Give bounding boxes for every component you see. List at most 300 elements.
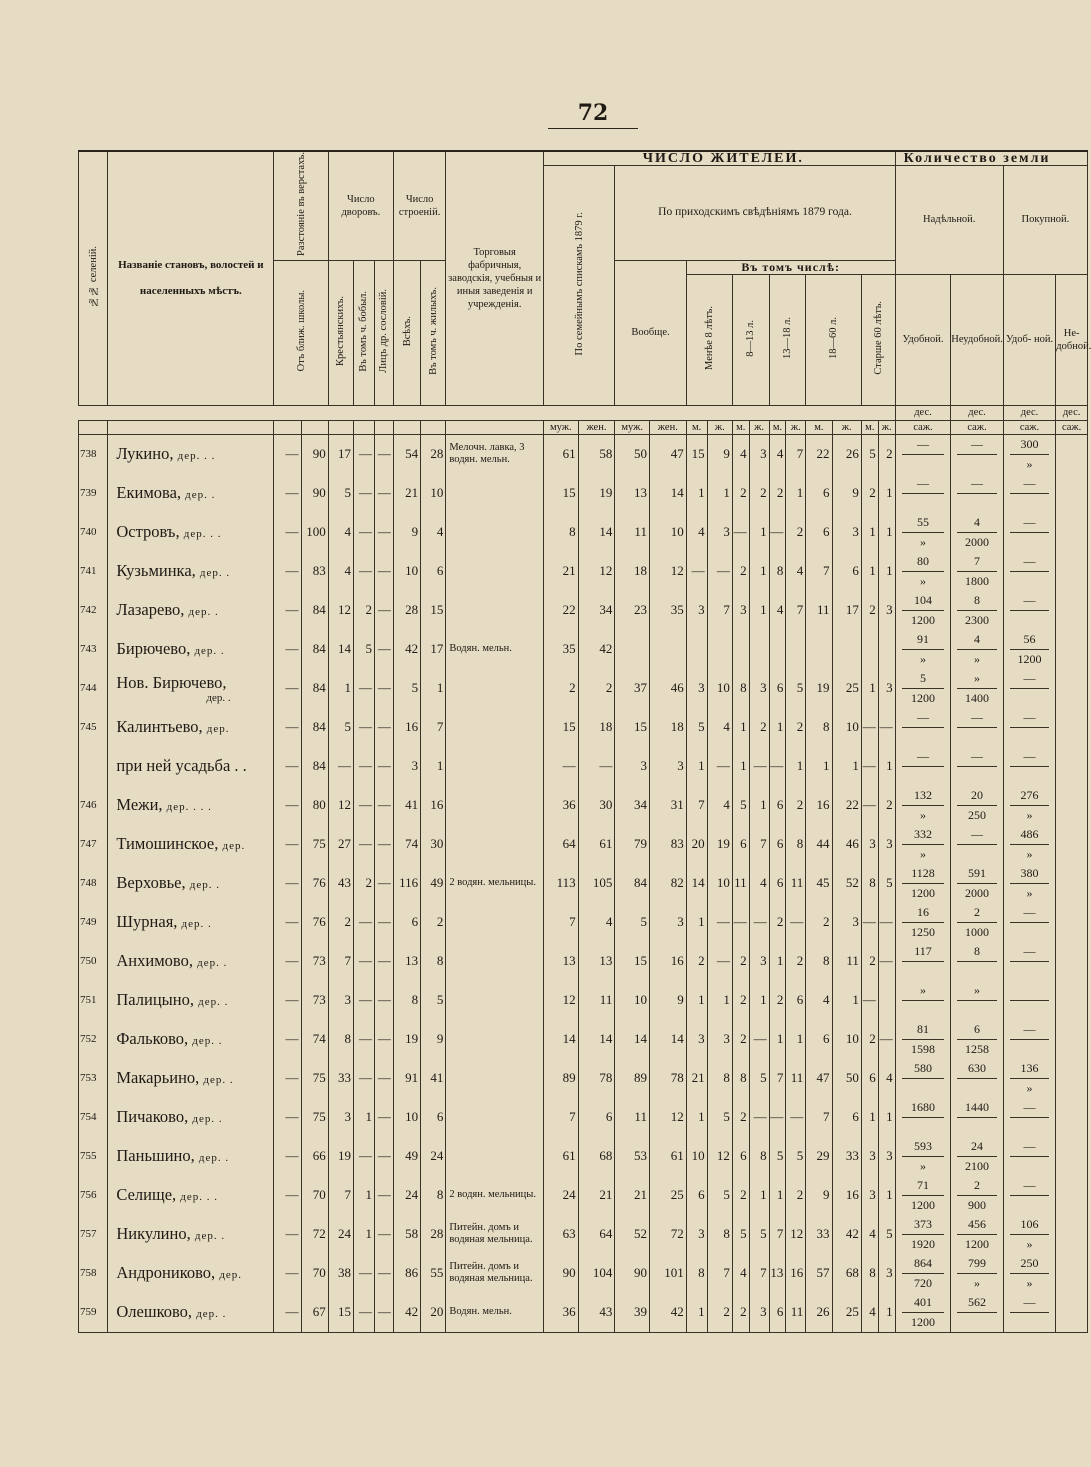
header-name: Названіе становъ, волостей и населенныхъ мѣстъ. [108, 151, 274, 405]
cell-ff: 34 [578, 591, 615, 630]
cell-bought-inconv [1056, 786, 1088, 825]
cell-bl: 6 [421, 1098, 446, 1137]
table-row [79, 1059, 1088, 1098]
cell-bought-inconv [1056, 1215, 1088, 1254]
header-land: Количество земли [895, 151, 1087, 166]
cell-a4f: 3 [832, 513, 861, 552]
cell-a4f: 1 [832, 981, 861, 1020]
land-desyatin: 8 [957, 942, 996, 962]
cell-a4f: 25 [832, 669, 861, 708]
cell-a3f: 16 [786, 1254, 806, 1293]
cell-a3f: 7 [786, 591, 806, 630]
cell-yp: 4 [328, 552, 353, 591]
cell-fm: 7 [543, 903, 578, 942]
cell-pm: 84 [615, 864, 650, 903]
settlement-name-text: Бирючево, [116, 639, 191, 659]
settlement-number: 758 [79, 1254, 108, 1293]
cell-a5f: 5 [878, 1215, 895, 1254]
cell-ds: — [274, 708, 301, 747]
census-sheet [78, 150, 1091, 1329]
cell-yp: 4 [328, 513, 353, 552]
trade-establishments [446, 1059, 544, 1098]
cell-a2f [749, 630, 769, 669]
trade-establishments: Водян. мельн. [446, 630, 544, 669]
table-row [79, 630, 1088, 669]
header-bld-living: Въ томъ ч. жилыхъ. [421, 260, 446, 405]
land-l1 [895, 1215, 951, 1254]
cell-a5f: — [878, 708, 895, 747]
settlement-name-text: Анхимово, [116, 951, 193, 971]
cell-ds: — [274, 1020, 301, 1059]
land-l2 [951, 591, 1003, 630]
land-sazhen [1004, 767, 1055, 786]
land-l3 [1003, 552, 1055, 591]
land-l1 [895, 513, 951, 552]
cell-yo: — [374, 1137, 393, 1176]
land-l1 [895, 747, 951, 786]
cell-bought-inconv [1056, 903, 1088, 942]
cell-a2m: 2 [732, 474, 749, 513]
cell-bl: 15 [421, 591, 446, 630]
land-l1 [895, 591, 951, 630]
cell-a1f: 8 [707, 1059, 732, 1098]
cell-a2m: 2 [732, 1176, 749, 1215]
cell-a4f: 46 [832, 825, 861, 864]
cell-dh: 84 [301, 591, 328, 630]
cell-fm: 7 [543, 1098, 578, 1137]
cell-a5f: — [878, 942, 895, 981]
cell-yb: 2 [353, 591, 374, 630]
land-l1 [895, 552, 951, 591]
cell-a5f: 3 [878, 669, 895, 708]
cell-pm: 15 [615, 708, 650, 747]
cell-bl: 20 [421, 1293, 446, 1333]
land-sazhen: » [919, 534, 926, 549]
settlement-name [108, 513, 274, 552]
land-l1 [895, 1176, 951, 1215]
cell-ff: 2 [578, 669, 615, 708]
unit-male: муж. [543, 420, 578, 434]
cell-a5f: 3 [878, 1254, 895, 1293]
cell-ff: 14 [578, 1020, 615, 1059]
cell-pm: 39 [615, 1293, 650, 1333]
settlement-name [108, 786, 274, 825]
cell-dh: 75 [301, 1098, 328, 1137]
settlement-name-text: Фальково, [116, 1029, 189, 1049]
cell-a5m: 4 [861, 1215, 878, 1254]
unit-female: жен. [578, 420, 615, 434]
cell-a4f: 16 [832, 1176, 861, 1215]
settlement-number: 753 [79, 1059, 108, 1098]
cell-yp: 38 [328, 1254, 353, 1293]
cell-a2m: 6 [732, 1137, 749, 1176]
table-row [79, 708, 1088, 747]
cell-bought-inconv [1056, 708, 1088, 747]
cell-pf: 42 [649, 1293, 686, 1333]
cell-ff: 14 [578, 513, 615, 552]
cell-fm: 15 [543, 708, 578, 747]
land-desyatin: 593 [902, 1137, 945, 1157]
trade-establishments [446, 474, 544, 513]
cell-fm: 113 [543, 864, 578, 903]
land-desyatin: 864 [902, 1254, 945, 1274]
cell-pf: 46 [649, 669, 686, 708]
cell-bought-inconv [1056, 513, 1088, 552]
cell-a1m: 1 [686, 474, 707, 513]
land-l1 [895, 942, 951, 981]
cell-ds: — [274, 552, 301, 591]
cell-a5f: — [878, 1020, 895, 1059]
land-desyatin: — [902, 435, 945, 455]
cell-a5m: — [861, 981, 878, 1020]
land-sazhen [1004, 689, 1055, 708]
trade-establishments [446, 1020, 544, 1059]
cell-a1m: 20 [686, 825, 707, 864]
unit-saj: саж. [895, 420, 951, 434]
cell-bought-inconv [1056, 942, 1088, 981]
land-desyatin: 8 [957, 591, 996, 611]
cell-a3m: 7 [769, 1215, 786, 1254]
cell-a4m: 11 [806, 591, 832, 630]
cell-dh: 70 [301, 1254, 328, 1293]
cell-ff: 4 [578, 903, 615, 942]
land-desyatin: 56 [1010, 630, 1049, 650]
cell-pm: 18 [615, 552, 650, 591]
land-desyatin: 250 [1010, 1254, 1049, 1274]
cell-a4m: 8 [806, 942, 832, 981]
cell-a5f: 1 [878, 552, 895, 591]
land-desyatin: — [1010, 552, 1049, 572]
cell-a4m: 29 [806, 1137, 832, 1176]
cell-a1m: 1 [686, 1293, 707, 1333]
header-allot-inconv: Неудобной. [951, 274, 1003, 405]
cell-a5m: 8 [861, 1254, 878, 1293]
cell-a3f: 5 [786, 669, 806, 708]
land-sazhen: 1200 [910, 612, 935, 627]
cell-a3f: 4 [786, 552, 806, 591]
land-sazhen [951, 845, 1002, 864]
land-sazhen [896, 962, 951, 981]
cell-a4f: 50 [832, 1059, 861, 1098]
cell-a5f [878, 981, 895, 1020]
cell-a5f: 4 [878, 1059, 895, 1098]
settlement-kind: дер. [222, 840, 246, 853]
land-l3 [1003, 513, 1055, 552]
unit-m: м. [861, 420, 878, 434]
cell-a2m: 2 [732, 1098, 749, 1137]
cell-pf: 12 [649, 552, 686, 591]
cell-a5m: — [861, 903, 878, 942]
cell-a5m: 5 [861, 434, 878, 474]
cell-ds: — [274, 981, 301, 1020]
cell-pm: 34 [615, 786, 650, 825]
land-sazhen [896, 1001, 951, 1020]
cell-a1m: 1 [686, 981, 707, 1020]
table-row [79, 1293, 1088, 1333]
cell-a1f: 10 [707, 669, 732, 708]
settlement-name [108, 747, 274, 786]
cell-a2m: — [732, 903, 749, 942]
land-desyatin: 799 [957, 1254, 996, 1274]
cell-yb: 1 [353, 1098, 374, 1137]
land-sazhen: » [1026, 807, 1033, 822]
settlement-kind: дер. [219, 1269, 243, 1282]
land-desyatin: 630 [957, 1059, 996, 1079]
land-desyatin: — [1010, 1293, 1049, 1313]
cell-bought-inconv [1056, 552, 1088, 591]
cell-a4m: 7 [806, 552, 832, 591]
unit-f: ж. [749, 420, 769, 434]
trade-establishments [446, 552, 544, 591]
cell-a3f: 2 [786, 942, 806, 981]
settlement-number: 757 [79, 1215, 108, 1254]
cell-pf: 101 [649, 1254, 686, 1293]
land-sazhen [896, 1118, 951, 1137]
cell-a5f: 1 [878, 1293, 895, 1333]
cell-yp: 3 [328, 981, 353, 1020]
cell-bl: 28 [421, 1215, 446, 1254]
land-desyatin: 91 [902, 630, 945, 650]
land-desyatin: — [902, 708, 945, 728]
settlement-name-text: Калинтьево, [116, 717, 203, 737]
cell-dh: 67 [301, 1293, 328, 1333]
cell-dh: 73 [301, 942, 328, 981]
header-yards-other: Лицъ др. сословій. [374, 260, 393, 405]
cell-a2m: 1 [732, 747, 749, 786]
table-row [79, 981, 1088, 1020]
settlement-name-text: Никулино, [116, 1224, 191, 1244]
cell-pm: 52 [615, 1215, 650, 1254]
cell-yb: 1 [353, 1215, 374, 1254]
cell-a4f: 6 [832, 1098, 861, 1137]
land-desyatin: 55 [902, 513, 945, 533]
land-desyatin: 106 [1010, 1215, 1049, 1235]
land-l1 [895, 864, 951, 903]
land-desyatin: 20 [957, 786, 996, 806]
unit-saj: саж. [951, 420, 1003, 434]
land-sazhen: 1920 [910, 1236, 935, 1251]
settlement-kind: дер. [206, 723, 230, 736]
header-yards-bobyl: Въ томъ ч. бобыл. [353, 260, 374, 405]
settlement-name [108, 825, 274, 864]
cell-yp: 7 [328, 1176, 353, 1215]
cell-a1m: 3 [686, 591, 707, 630]
cell-a4m: 2 [806, 903, 832, 942]
header-buildings: Число строеній. [393, 151, 445, 260]
cell-a2f: 3 [749, 942, 769, 981]
settlement-name-text: Паньшино, [116, 1146, 195, 1166]
settlement-name [108, 1098, 274, 1137]
cell-yp: 1 [328, 669, 353, 708]
cell-pf: 9 [649, 981, 686, 1020]
cell-bought-inconv [1056, 981, 1088, 1020]
unit-female: жен. [649, 420, 686, 434]
land-desyatin: — [902, 474, 945, 494]
cell-a1f: 10 [707, 864, 732, 903]
cell-yo: — [374, 669, 393, 708]
settlement-number [79, 747, 108, 786]
cell-ba: 86 [393, 1254, 420, 1293]
cell-a2f: — [749, 747, 769, 786]
cell-fm: 36 [543, 786, 578, 825]
cell-ba: 10 [393, 1098, 420, 1137]
cell-bl: 1 [421, 669, 446, 708]
trade-establishments [446, 903, 544, 942]
cell-a4f: 42 [832, 1215, 861, 1254]
settlement-name-text: Верховье, [116, 873, 186, 893]
settlement-name [108, 552, 274, 591]
cell-ff: 68 [578, 1137, 615, 1176]
settlement-name-text: Шурная, [116, 912, 178, 932]
land-l1 [895, 981, 951, 1020]
settlement-number: 741 [79, 552, 108, 591]
cell-a3m: 6 [769, 825, 786, 864]
cell-yb: — [353, 474, 374, 513]
land-l3 [1003, 981, 1055, 1020]
cell-dh: 73 [301, 981, 328, 1020]
cell-a2f: 3 [749, 1293, 769, 1333]
land-sazhen: 900 [968, 1197, 987, 1212]
cell-ds: — [274, 1254, 301, 1293]
cell-ff: 13 [578, 942, 615, 981]
cell-a4f: 17 [832, 591, 861, 630]
cell-ds: — [274, 747, 301, 786]
land-sazhen: 1200 [1017, 651, 1042, 666]
cell-a4f: 9 [832, 474, 861, 513]
land-sazhen [1004, 1157, 1055, 1176]
land-l3 [1003, 434, 1055, 474]
header-by-family: По семейнымъ спискамъ 1879 г. [543, 166, 614, 406]
settlement-number: 750 [79, 942, 108, 981]
settlement-name [108, 708, 274, 747]
cell-bought-inconv [1056, 1293, 1088, 1333]
cell-a4f: 25 [832, 1293, 861, 1333]
cell-a3f: 12 [786, 1215, 806, 1254]
header-yards: Число дворовъ. [328, 151, 393, 260]
cell-a3f: 2 [786, 1176, 806, 1215]
settlement-name-text: Палицыно, [116, 990, 194, 1010]
land-desyatin: — [957, 435, 996, 455]
cell-bl: 8 [421, 1176, 446, 1215]
settlement-name-text: Екимова, [116, 483, 182, 503]
cell-fm: 13 [543, 942, 578, 981]
header-distance: Разстояніе въ верстахъ. [274, 151, 329, 260]
cell-a2f: 1 [749, 591, 769, 630]
settlement-kind: дер. . [192, 1113, 223, 1126]
cell-ba: 10 [393, 552, 420, 591]
unit-m: м. [806, 420, 832, 434]
cell-a2f: 7 [749, 1254, 769, 1293]
cell-a3m: 4 [769, 591, 786, 630]
cell-a2f: 1 [749, 552, 769, 591]
cell-a2m: 3 [732, 591, 749, 630]
cell-a5m: 1 [861, 669, 878, 708]
cell-a5m: 1 [861, 1098, 878, 1137]
settlement-number: 739 [79, 474, 108, 513]
settlement-name [108, 1059, 274, 1098]
cell-yb: — [353, 513, 374, 552]
land-l2 [951, 630, 1003, 669]
trade-establishments [446, 669, 544, 708]
cell-a4m: 19 [806, 669, 832, 708]
settlement-number: 748 [79, 864, 108, 903]
cell-ba: 49 [393, 1137, 420, 1176]
settlement-name [108, 981, 274, 1020]
land-desyatin: — [957, 747, 996, 767]
cell-a3m: 2 [769, 981, 786, 1020]
cell-ba: 58 [393, 1215, 420, 1254]
cell-fm: 89 [543, 1059, 578, 1098]
cell-a4m: 1 [806, 747, 832, 786]
cell-yo: — [374, 825, 393, 864]
cell-bought-inconv [1056, 669, 1088, 708]
cell-yp: 43 [328, 864, 353, 903]
land-sazhen [896, 728, 951, 747]
land-sazhen [1004, 728, 1055, 747]
land-l3 [1003, 1059, 1055, 1098]
cell-a5m [861, 630, 878, 669]
cell-yp: 8 [328, 1020, 353, 1059]
land-desyatin: 1680 [902, 1098, 945, 1118]
land-sazhen: » [1026, 885, 1033, 900]
land-sazhen [1004, 962, 1055, 981]
cell-a3f: 2 [786, 708, 806, 747]
cell-pf: 14 [649, 474, 686, 513]
settlement-kind: дер. . [189, 879, 220, 892]
cell-a1m: 6 [686, 1176, 707, 1215]
trade-establishments [446, 1137, 544, 1176]
cell-yp: 19 [328, 1137, 353, 1176]
cell-a1f: — [707, 903, 732, 942]
cell-a2f: 4 [749, 864, 769, 903]
table-row [79, 903, 1088, 942]
cell-a4m: 22 [806, 434, 832, 474]
unit-des: дес. [1056, 405, 1088, 420]
cell-a1m: 15 [686, 434, 707, 474]
cell-pf: 83 [649, 825, 686, 864]
cell-yo: — [374, 1059, 393, 1098]
trade-establishments [446, 747, 544, 786]
cell-yp: 27 [328, 825, 353, 864]
land-l3 [1003, 1215, 1055, 1254]
cell-a1f: 4 [707, 786, 732, 825]
cell-a5f: 5 [878, 864, 895, 903]
cell-a2m: 2 [732, 942, 749, 981]
cell-pm: 13 [615, 474, 650, 513]
cell-dh: 74 [301, 1020, 328, 1059]
unit-m: м. [732, 420, 749, 434]
cell-ba: 16 [393, 708, 420, 747]
cell-yp: 12 [328, 786, 353, 825]
cell-ff: 78 [578, 1059, 615, 1098]
cell-a3f: 11 [786, 864, 806, 903]
cell-yo: — [374, 1293, 393, 1333]
cell-a1f: 9 [707, 434, 732, 474]
cell-a5f: 2 [878, 434, 895, 474]
cell-pm: 23 [615, 591, 650, 630]
table-row [79, 1098, 1088, 1137]
cell-dh: 84 [301, 708, 328, 747]
cell-ds: — [274, 903, 301, 942]
land-desyatin: — [1010, 708, 1049, 728]
cell-ba: 54 [393, 434, 420, 474]
cell-a4f: 22 [832, 786, 861, 825]
land-sazhen: 250 [968, 807, 987, 822]
cell-fm: 35 [543, 630, 578, 669]
header-of-them: Въ томъ числѣ: [686, 260, 895, 274]
cell-ff: 18 [578, 708, 615, 747]
table-row [79, 669, 1088, 708]
